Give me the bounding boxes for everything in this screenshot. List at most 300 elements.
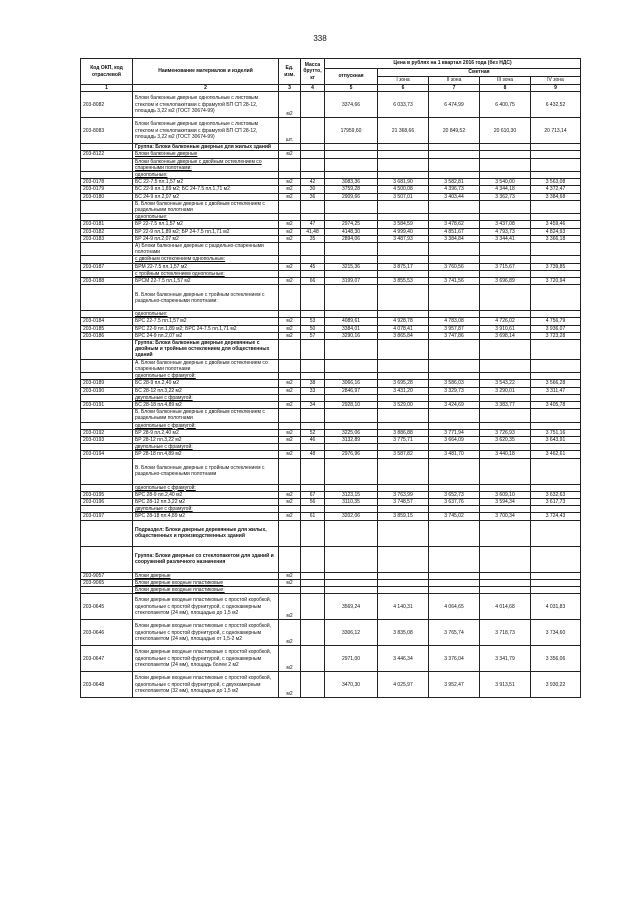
cell-price-zone4: [531, 484, 581, 491]
cell-price-zone2: 4 851,67: [429, 228, 480, 235]
table-row: [81, 340, 581, 360]
header-zone3: III зона: [480, 77, 531, 85]
cell-price-zone1: [378, 340, 429, 360]
cell-mass: 53: [301, 318, 325, 325]
cell-code: [81, 546, 133, 572]
table-row: [81, 646, 581, 672]
cell-price-zone3: [480, 546, 531, 572]
cell-price-zone3: [480, 144, 531, 151]
cell-price-zone1: 3 529,00: [378, 401, 429, 408]
cell-code: 203-0180: [81, 193, 133, 200]
cell-unit: м2: [279, 221, 301, 228]
cell-code: 203-0197: [81, 513, 133, 520]
cell-price-zone3: [480, 373, 531, 380]
cell-price-zone3: 3 609,10: [480, 491, 531, 498]
cell-price-zone1: 3 681,90: [378, 179, 429, 186]
cell-unit: шт.: [279, 118, 301, 144]
cell-price-zone2: [429, 484, 480, 491]
cell-price-zone3: [480, 422, 531, 429]
cell-unit: м2: [279, 491, 301, 498]
cell-code: [81, 311, 133, 318]
cell-name: двупольные с фрамугой:: [133, 394, 279, 401]
cell-name: Блоки дверные входные пластиковые: [133, 579, 279, 586]
cell-code: 203-9065: [81, 579, 133, 586]
cell-mass: 47: [301, 221, 325, 228]
cell-price-zone4: 3 723,28: [531, 332, 581, 339]
cell-price-zone2: [429, 579, 480, 586]
table-row: [81, 243, 581, 256]
cell-price-zone4: 3 311,47: [531, 387, 581, 394]
table-row: [81, 451, 581, 458]
cell-price-zone1: [378, 546, 429, 572]
table-row: [81, 285, 581, 311]
cell-mass: 66: [301, 278, 325, 285]
cell-price-release: [325, 373, 378, 380]
cell-price-zone2: [429, 546, 480, 572]
cell-price-release: 3202,06: [325, 513, 378, 520]
col-number: 4: [301, 85, 325, 92]
header-price: Цена в рублях на 1 квартал 2016 года (без НДС): [325, 59, 581, 69]
cell-price-release: 3215,36: [325, 263, 378, 270]
table-row: [81, 429, 581, 436]
cell-price-zone2: [429, 520, 480, 546]
cell-price-zone1: [378, 520, 429, 546]
cell-price-zone1: 3 886,88: [378, 429, 429, 436]
cell-mass: [301, 506, 325, 513]
cell-code: 203-0195: [81, 491, 133, 498]
col-number: 5: [325, 85, 378, 92]
cell-name: однопольные с фрамугой:: [133, 373, 279, 380]
cell-code: 203-9057: [81, 572, 133, 579]
cell-code: 203-0183: [81, 235, 133, 242]
header-name: Наименование материалов и изделий: [133, 59, 279, 85]
cell-name: Блоки дверные входные пластиковые с простой коробкой, однопольные с простой фурнитурой, с однокамерным стеклопакетом (24 мм), площадью до 1,5 м2: [133, 594, 279, 620]
cell-price-release: 3759,28: [325, 186, 378, 193]
cell-name: БР 24-9 пл.2,07 м2: [133, 235, 279, 242]
cell-name: Группа: Блоки дверные со стеклопакетом для зданий и сооружений различного назначения: [133, 546, 279, 572]
col-number: 2: [133, 85, 279, 92]
cell-price-zone2: [429, 144, 480, 151]
cell-mass: [301, 672, 325, 698]
cell-price-zone4: [531, 546, 581, 572]
cell-code: [81, 422, 133, 429]
cell-price-zone3: [480, 243, 531, 256]
table-row: [81, 92, 581, 118]
cell-price-zone3: 4 014,68: [480, 594, 531, 620]
cell-unit: м2: [279, 672, 301, 698]
cell-price-zone4: 3 720,94: [531, 278, 581, 285]
cell-price-zone3: [480, 214, 531, 221]
cell-price-zone4: 3 384,68: [531, 193, 581, 200]
cell-name: БС 24-9 пл.2,07 м2: [133, 193, 279, 200]
cell-unit: [279, 311, 301, 318]
cell-price-release: 3225,06: [325, 429, 378, 436]
cell-price-zone1: 3 587,82: [378, 451, 429, 458]
cell-price-zone4: [531, 340, 581, 360]
cell-price-zone2: [429, 256, 480, 263]
cell-price-zone4: 3 566,28: [531, 380, 581, 387]
header-zone1: I зона: [378, 77, 429, 85]
cell-price-zone2: 3 760,56: [429, 263, 480, 270]
cell-price-zone4: 3 734,60: [531, 620, 581, 646]
cell-code: 203-0192: [81, 429, 133, 436]
cell-price-zone4: 3 739,85: [531, 263, 581, 270]
cell-unit: м2: [279, 380, 301, 387]
cell-price-release: 3132,89: [325, 436, 378, 443]
cell-price-zone1: [378, 572, 429, 579]
cell-price-zone2: [429, 172, 480, 179]
table-row: [81, 620, 581, 646]
cell-price-zone3: 3 383,77: [480, 401, 531, 408]
cell-price-zone2: 3 403,44: [429, 193, 480, 200]
cell-price-zone4: [531, 579, 581, 586]
cell-name: Б. Блоки балконные дверные с двойным остеклением с раздельными полотнами: [133, 409, 279, 422]
cell-unit: м2: [279, 513, 301, 520]
header-release: отпускная: [325, 69, 378, 85]
cell-price-zone4: [531, 394, 581, 401]
cell-price-zone2: 3 384,84: [429, 235, 480, 242]
cell-price-release: [325, 243, 378, 256]
cell-mass: [301, 158, 325, 171]
cell-name: Блоки балконные дверные: [133, 151, 279, 158]
cell-price-zone2: 6 474,99: [429, 92, 480, 118]
cell-code: [81, 506, 133, 513]
cell-unit: [279, 144, 301, 151]
cell-unit: [279, 422, 301, 429]
cell-name: Блоки балконные дверные с двойным остеклением со спаренными полотнами:: [133, 158, 279, 171]
cell-mass: [301, 484, 325, 491]
cell-unit: м2: [279, 498, 301, 505]
cell-price-zone2: [429, 200, 480, 213]
cell-name: однопольные:: [133, 311, 279, 318]
cell-unit: [279, 359, 301, 372]
cell-price-zone2: [429, 340, 480, 360]
cell-name: А. Блоки балконные дверные с двойным остеклением со спаренными полотнами: [133, 359, 279, 372]
cell-price-zone3: [480, 458, 531, 484]
cell-price-zone4: 20 713,14: [531, 118, 581, 144]
cell-price-zone2: 3 582,81: [429, 179, 480, 186]
cell-price-zone3: 3 543,22: [480, 380, 531, 387]
cell-price-release: [325, 158, 378, 171]
cell-price-zone3: [480, 340, 531, 360]
cell-price-zone3: [480, 444, 531, 451]
table-row: [81, 458, 581, 484]
cell-code: 203-0647: [81, 646, 133, 672]
cell-name: Блоки дверные входные пластиковые:: [133, 586, 279, 593]
cell-price-zone2: [429, 285, 480, 311]
header-zone4: IV зона: [531, 77, 581, 85]
cell-name: В. Блоки балконные дверные с тройным остеклением с раздельно-спаренными полотнами: [133, 458, 279, 484]
cell-price-zone4: [531, 359, 581, 372]
cell-price-zone3: 3 715,67: [480, 263, 531, 270]
cell-price-release: [325, 270, 378, 277]
table-row: [81, 151, 581, 158]
cell-price-release: 3083,36: [325, 179, 378, 186]
cell-price-zone3: 3 341,79: [480, 646, 531, 672]
table-row: [81, 380, 581, 387]
cell-unit: м2: [279, 325, 301, 332]
cell-price-zone2: [429, 458, 480, 484]
cell-unit: [279, 409, 301, 422]
cell-unit: м2: [279, 646, 301, 672]
header-unit: Ед. изм.: [279, 59, 301, 85]
cell-price-release: 3374,66: [325, 92, 378, 118]
cell-price-release: [325, 200, 378, 213]
cell-price-release: [325, 484, 378, 491]
cell-price-zone4: [531, 172, 581, 179]
cell-name: БРС 28-12 пл.3,22 м2: [133, 498, 279, 505]
cell-mass: [301, 144, 325, 151]
cell-price-zone1: [378, 506, 429, 513]
cell-mass: [301, 311, 325, 318]
cell-price-zone4: 3 724,43: [531, 513, 581, 520]
cell-mass: [301, 594, 325, 620]
cell-price-zone4: [531, 520, 581, 546]
cell-price-zone4: [531, 158, 581, 171]
cell-price-zone4: 6 432,52: [531, 92, 581, 118]
cell-unit: м2: [279, 436, 301, 443]
cell-price-zone3: [480, 270, 531, 277]
cell-mass: 45: [301, 263, 325, 270]
cell-price-zone1: [378, 409, 429, 422]
cell-code: [81, 586, 133, 593]
cell-price-release: 3066,16: [325, 380, 378, 387]
cell-name: В. Блоки балконные дверные с тройным остеклением с раздельно-спаренными полотнами:: [133, 285, 279, 311]
cell-name: Блоки дверные входные пластиковые с простой коробкой, однопольные с простой фурнитурой, с однокамерным стеклопакетом (24 мм), площадь более 2 м2: [133, 646, 279, 672]
cell-price-release: [325, 340, 378, 360]
cell-mass: 33: [301, 387, 325, 394]
cell-name: однопольные с фрамугой:: [133, 422, 279, 429]
cell-price-zone1: 4 025,97: [378, 672, 429, 698]
cell-mass: [301, 394, 325, 401]
cell-price-zone3: 3 726,93: [480, 429, 531, 436]
cell-unit: м2: [279, 594, 301, 620]
cell-price-release: [325, 422, 378, 429]
cell-unit: м2: [279, 179, 301, 186]
cell-mass: [301, 118, 325, 144]
cell-price-zone2: 4 396,73: [429, 186, 480, 193]
cell-price-zone3: 4 793,73: [480, 228, 531, 235]
cell-unit: [279, 158, 301, 171]
cell-price-zone4: [531, 270, 581, 277]
cell-price-release: 2976,96: [325, 451, 378, 458]
cell-code: 203-8122: [81, 151, 133, 158]
cell-price-zone3: [480, 285, 531, 311]
price-table: [80, 58, 581, 698]
cell-price-zone1: [378, 256, 429, 263]
cell-unit: м2: [279, 387, 301, 394]
cell-code: [81, 340, 133, 360]
cell-name: БР 22-7.5 пл.1,57 м2: [133, 221, 279, 228]
cell-price-release: [325, 311, 378, 318]
cell-price-zone3: [480, 520, 531, 546]
col-number: 6: [378, 85, 429, 92]
table-row: [81, 118, 581, 144]
cell-price-release: [325, 214, 378, 221]
cell-unit: м2: [279, 278, 301, 285]
header-mass: Масса брутто, кг: [301, 59, 325, 85]
table-row: [81, 332, 581, 339]
cell-price-zone4: 3 617,73: [531, 498, 581, 505]
cell-price-zone2: [429, 243, 480, 256]
cell-mass: [301, 620, 325, 646]
cell-code: 203-0196: [81, 498, 133, 505]
cell-mass: [301, 270, 325, 277]
cell-code: [81, 394, 133, 401]
cell-price-release: 3569,24: [325, 594, 378, 620]
cell-unit: м2: [279, 193, 301, 200]
cell-price-zone2: [429, 394, 480, 401]
cell-mass: [301, 646, 325, 672]
cell-price-zone2: 3 376,04: [429, 646, 480, 672]
cell-price-zone1: 3 859,15: [378, 513, 429, 520]
cell-price-zone3: [480, 311, 531, 318]
cell-name: двупольные с фрамугой:: [133, 506, 279, 513]
cell-price-zone1: 4 140,31: [378, 594, 429, 620]
cell-unit: м2: [279, 429, 301, 436]
cell-price-zone4: [531, 373, 581, 380]
table-row: [81, 318, 581, 325]
cell-price-zone1: [378, 311, 429, 318]
cell-code: 203-0189: [81, 380, 133, 387]
cell-mass: [301, 359, 325, 372]
cell-price-release: [325, 409, 378, 422]
cell-price-zone2: 3 747,86: [429, 332, 480, 339]
cell-price-release: 3199,07: [325, 278, 378, 285]
cell-price-zone3: [480, 586, 531, 593]
cell-unit: м2: [279, 332, 301, 339]
cell-code: [81, 373, 133, 380]
cell-unit: м2: [279, 263, 301, 270]
cell-name: Группа: Блоки балконные дверные деревянные с двойным и тройным остеклением для общественных зданий: [133, 340, 279, 360]
cell-price-zone4: 4 031,83: [531, 594, 581, 620]
cell-code: 203-0182: [81, 228, 133, 235]
cell-name: А) Блоки балконные дверные с раздельно-спаренными полотнами: [133, 243, 279, 256]
cell-price-zone1: [378, 243, 429, 256]
cell-name: БС 28-12 пл.3,22 м2: [133, 387, 279, 394]
cell-code: 203-0191: [81, 401, 133, 408]
cell-price-zone2: 3 652,73: [429, 491, 480, 498]
cell-name: однопольные:: [133, 172, 279, 179]
cell-price-zone1: 3 431,20: [378, 387, 429, 394]
cell-price-zone4: 3 563,08: [531, 179, 581, 186]
cell-price-zone1: 3 446,34: [378, 646, 429, 672]
header-estimate: Сметная: [378, 69, 581, 77]
cell-name: БС 28-9 пл.2,40 м2: [133, 380, 279, 387]
cell-name: однопольные с фрамугой:: [133, 484, 279, 491]
cell-price-zone2: [429, 572, 480, 579]
cell-price-zone2: [429, 409, 480, 422]
cell-name: БРМ 22-7.5 пл.1,57 м2: [133, 263, 279, 270]
cell-code: [81, 520, 133, 546]
cell-unit: [279, 172, 301, 179]
cell-price-zone4: 3 462,61: [531, 451, 581, 458]
cell-price-release: [325, 458, 378, 484]
cell-code: 203-0179: [81, 186, 133, 193]
cell-code: [81, 144, 133, 151]
cell-price-zone2: 3 952,47: [429, 672, 480, 698]
cell-mass: 61: [301, 513, 325, 520]
cell-price-zone3: 3 362,73: [480, 193, 531, 200]
cell-price-zone4: [531, 256, 581, 263]
cell-price-zone1: 21 368,66: [378, 118, 429, 144]
cell-name: БРС 28-9 пл.2,40 м2: [133, 491, 279, 498]
table-row: [81, 193, 581, 200]
cell-price-zone3: [480, 484, 531, 491]
table-row: [81, 572, 581, 579]
cell-unit: м2: [279, 318, 301, 325]
cell-price-zone1: 3 507,01: [378, 193, 429, 200]
cell-price-release: 2909,66: [325, 193, 378, 200]
table-row: [81, 491, 581, 498]
cell-price-zone3: 6 400,75: [480, 92, 531, 118]
cell-price-zone1: [378, 422, 429, 429]
cell-code: 203-0181: [81, 221, 133, 228]
cell-price-zone3: [480, 506, 531, 513]
cell-name: Подраздел: Блоки дверные деревянные для жилых, общественных и производственных зданий: [133, 520, 279, 546]
cell-unit: м2: [279, 572, 301, 579]
cell-price-zone2: [429, 359, 480, 372]
cell-price-zone3: [480, 158, 531, 171]
cell-unit: м2: [279, 579, 301, 586]
cell-mass: [301, 256, 325, 263]
cell-price-zone1: [378, 579, 429, 586]
cell-price-zone1: 3 763,99: [378, 491, 429, 498]
cell-price-zone2: [429, 151, 480, 158]
cell-price-zone4: 4 372,47: [531, 186, 581, 193]
cell-name: БР 28-12 пл.3,22 м2: [133, 436, 279, 443]
cell-mass: 36: [301, 193, 325, 200]
table-row: [81, 214, 581, 221]
cell-code: 203-0178: [81, 179, 133, 186]
table-row: [81, 436, 581, 443]
cell-price-zone2: 3 478,62: [429, 221, 480, 228]
cell-price-zone3: 3 910,61: [480, 325, 531, 332]
cell-price-release: 3470,30: [325, 672, 378, 698]
cell-code: [81, 484, 133, 491]
cell-code: 203-0186: [81, 332, 133, 339]
cell-price-zone4: 3 366,18: [531, 235, 581, 242]
table-row: [81, 409, 581, 422]
cell-price-zone4: [531, 285, 581, 311]
cell-code: 203-0648: [81, 672, 133, 698]
cell-price-release: [325, 546, 378, 572]
cell-code: 203-0645: [81, 594, 133, 620]
cell-price-zone2: [429, 586, 480, 593]
cell-price-release: 3123,15: [325, 491, 378, 498]
cell-unit: [279, 546, 301, 572]
cell-price-release: 2894,06: [325, 235, 378, 242]
cell-mass: [301, 586, 325, 593]
table-row: [81, 546, 581, 572]
cell-price-zone1: [378, 151, 429, 158]
cell-price-zone2: 3 745,02: [429, 513, 480, 520]
cell-price-zone1: 3 855,53: [378, 278, 429, 285]
cell-price-zone3: [480, 359, 531, 372]
cell-price-zone2: [429, 373, 480, 380]
cell-price-zone1: 4 999,40: [378, 228, 429, 235]
cell-price-zone1: 4 928,78: [378, 318, 429, 325]
cell-price-zone3: 3 594,34: [480, 498, 531, 505]
cell-code: 203-0190: [81, 387, 133, 394]
cell-price-zone4: 4 824,93: [531, 228, 581, 235]
cell-mass: 57: [301, 332, 325, 339]
cell-price-zone1: [378, 394, 429, 401]
cell-price-release: 3110,35: [325, 498, 378, 505]
cell-mass: 46: [301, 436, 325, 443]
cell-price-zone3: 3 437,08: [480, 221, 531, 228]
cell-code: 203-0194: [81, 451, 133, 458]
